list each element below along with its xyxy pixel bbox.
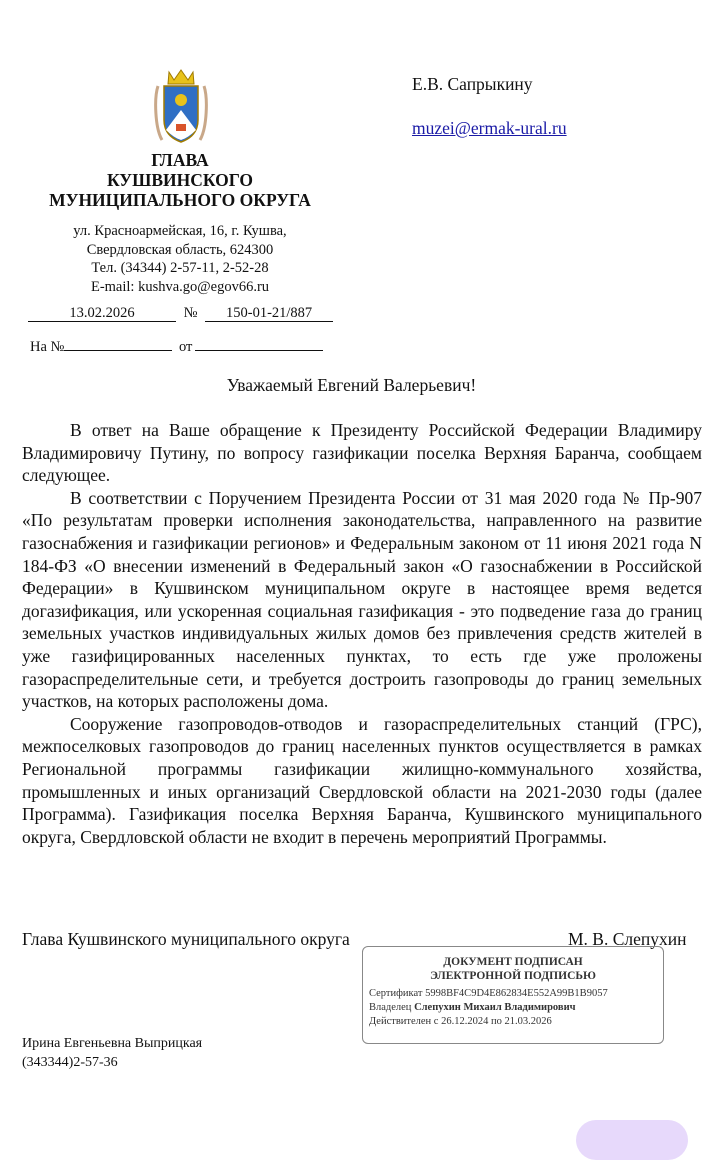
letter-body (22, 419, 702, 848)
registration-line (28, 305, 333, 322)
electronic-signature-stamp (362, 946, 664, 1044)
signatory-position: Глава Кушвинского муниципального округа (22, 929, 350, 949)
executor (22, 1034, 202, 1072)
address-line: ул. Красноармейская, 16, г. Кушва, (73, 223, 287, 239)
signatory-name: М. В. Слепухин (568, 929, 687, 949)
executor-name: Ирина Евгеньевна Выприцкая (22, 1036, 203, 1051)
organization-address (20, 222, 340, 296)
letter-date: 13.02.2026 (28, 305, 176, 322)
org-title-line: КУШВИНСКОГО (106, 170, 254, 190)
owner-label: Владелец (369, 1002, 412, 1013)
number-label: № (183, 305, 198, 321)
floating-action-button[interactable] (576, 1120, 688, 1160)
org-title-line: ГЛАВА (151, 150, 209, 170)
from-label: от (179, 339, 193, 355)
reference-line (30, 339, 323, 356)
coat-of-arms-logo (152, 68, 210, 146)
organization-title (20, 150, 340, 210)
paragraph: В соответствии с Поручением Президента России от 31 мая 2020 года № Пр-907 «По результатам проверки исполнения законодательства, направленного на развитие газоснабжения и газификации регионов» и Федеральным законом от 11 июня 2021 года N 184-ФЗ «О внесении изменений в Федеральный закон «О газоснабжении в Российской Федерации» в Кушвинском муниципальном округе в настоящее время ведется догазификация, или ускоренная социальная газификация - это подведение газа до границ земельных участков индивидуальных жилых домов без привлечения средств жителей в уже газифицированных населенных пунктах, то есть где уже проложены газораспределительные сети, и требуется достроить газопроводы до границ земельных участков, на которых расположены дома. (22, 487, 702, 712)
stamp-title: ЭЛЕКТРОННОЙ ПОДПИСЬЮ (430, 970, 596, 982)
validity: Действителен с 26.12.2024 по 21.03.2026 (369, 1016, 552, 1027)
owner-value: Слепухин Михаил Владимирович (414, 1002, 576, 1013)
paragraph: В ответ на Ваше обращение к Президенту Российской Федерации Владимиру Владимировичу Путину, по вопросу газификации поселка Верхняя Баранча, сообщаем следующее. (22, 420, 702, 486)
cert-value: 5998BF4C9D4E862834E552A99B1B9057 (425, 988, 608, 999)
address-line: Свердловская область, 624300 (86, 241, 274, 258)
greeting: Уважаемый Евгений Валерьевич! (226, 375, 477, 395)
email-line: E-mail: kushva.go@egov66.ru (90, 278, 270, 295)
paragraph: Сооружение газопроводов-отводов и газораспределительных станций (ГРС), межпоселковых газопроводов до границ населенных пунктов осуществляется в рамках Региональной программы газификации жилищно-коммунального хозяйства, промышленных и иных организаций Свердловской области на 2021-2030 годы (далее Программа). Газификация поселка Верхняя Баранча, Кушвинского муниципального округа, Свердловской области не входит в перечень мероприятий Программы. (22, 713, 702, 847)
phone-line: Тел. (34344) 2-57-11, 2-52-28 (91, 260, 269, 276)
letter-number: 150-01-21/887 (205, 305, 333, 322)
recipient-email-link[interactable]: muzei@ermak-ural.ru (412, 118, 567, 138)
stamp-title: ДОКУМЕНТ ПОДПИСАН (443, 956, 583, 968)
org-title-line: МУНИЦИПАЛЬНОГО ОКРУГА (49, 190, 311, 210)
ref-label: На № (30, 339, 65, 355)
recipient-name: Е.В. Сапрыкину (412, 74, 533, 94)
executor-phone: (343344)2-57-36 (22, 1055, 118, 1070)
cert-label: Сертификат (369, 988, 423, 999)
